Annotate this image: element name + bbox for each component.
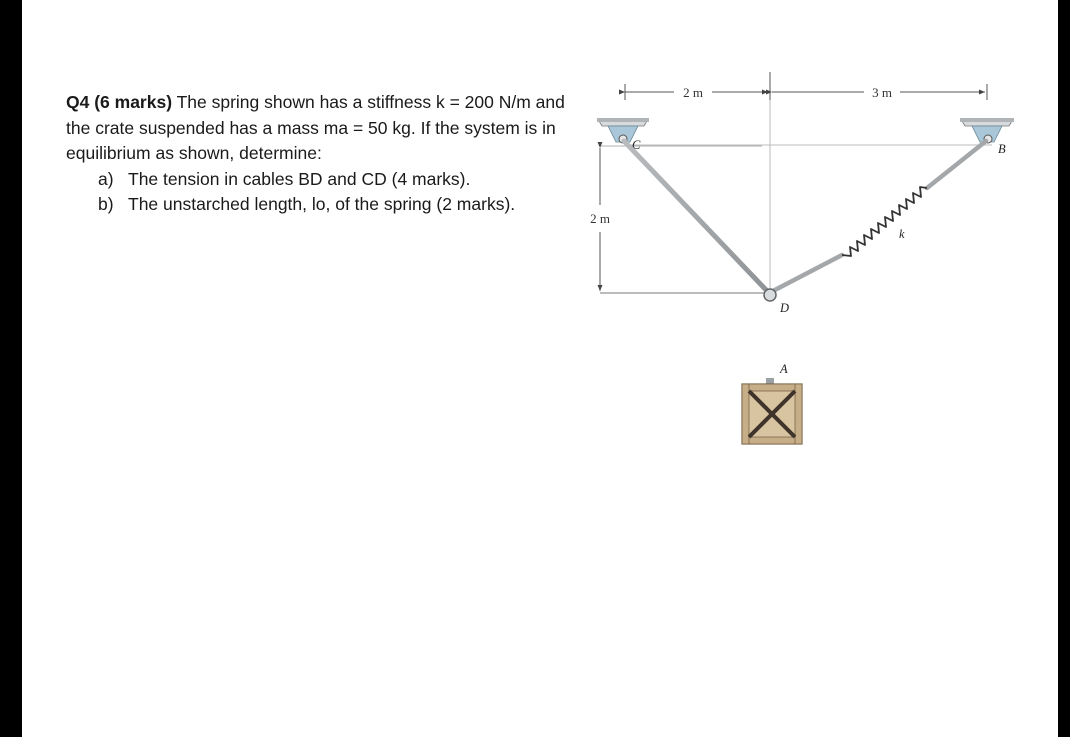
support-c [597, 118, 649, 152]
vertical-dimension [590, 146, 770, 293]
label-b: B [998, 142, 1006, 156]
label-c: C [632, 138, 641, 152]
support-b [960, 118, 1014, 156]
document-page [22, 0, 1058, 737]
cable-bd [771, 141, 986, 292]
horizontal-dimension [625, 72, 987, 100]
part-marker: b) [98, 194, 114, 214]
label-k: k [899, 227, 905, 241]
dimension-label-vertical: 2 m [590, 211, 610, 226]
label-a: A [780, 362, 788, 376]
cable-cd [624, 141, 769, 293]
part-text: The unstarched length, lo, of the spring (2 marks). [128, 194, 516, 214]
part-marker: a) [98, 168, 114, 189]
crate [742, 378, 802, 444]
mechanics-figure [22, 0, 1058, 737]
part-text: The tension in cables BD and CD (4 marks). [128, 168, 471, 189]
label-d: D [780, 301, 790, 315]
question-intro: The spring shown has a stiffness k = 200 N/m and the crate suspended has a mass ma = 50 kg. If the system is in equilibrium as shown, determine: [66, 92, 565, 163]
ring-d [764, 289, 789, 315]
dimension-label-left: 2 m [683, 85, 703, 100]
dimension-label-right: 3 m [872, 85, 892, 100]
spring [842, 187, 927, 256]
question-heading: Q4 (6 marks) [66, 92, 173, 112]
